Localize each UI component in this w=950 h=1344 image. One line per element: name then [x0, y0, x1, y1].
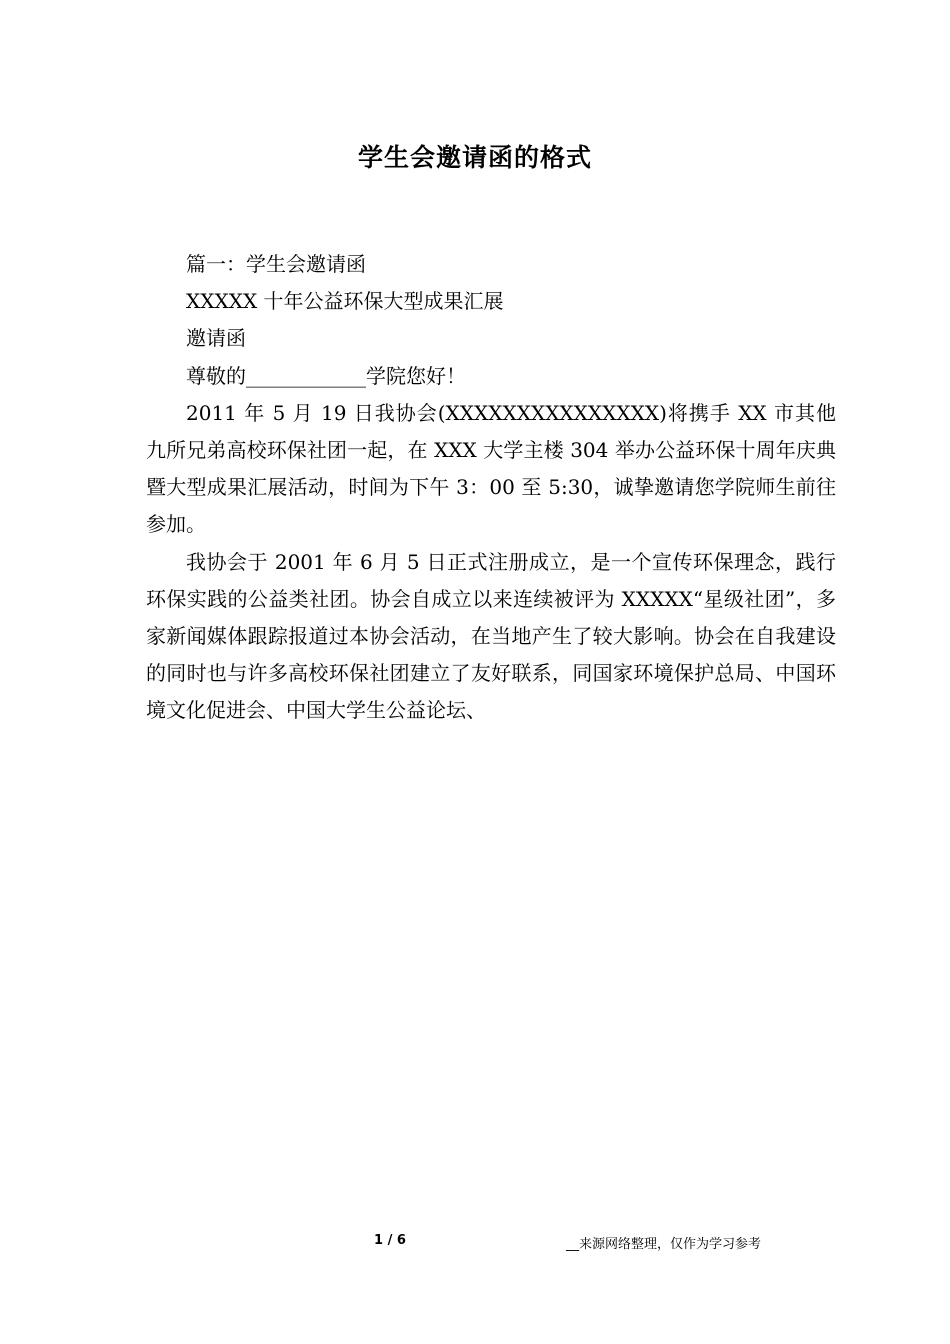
paragraph-event-details: 2011 年 5 月 19 日我协会(XXXXXXXXXXXXXXX)将携手 XX 市其他九所兄弟高校环保社团一起，在 XXX 大学主楼 304 举办公益环保十周年庆典暨大型成果汇展活动，时间为下午 3：00 至 5:30，诚挚邀请您学院师生前往参加。: [146, 400, 836, 537]
page-number: 1 / 6: [374, 1233, 406, 1248]
section-heading: 篇一：学生会邀请函: [186, 252, 366, 276]
event-title: XXXXX 十年公益环保大型成果汇展: [186, 289, 504, 314]
document-title: 学生会邀请函的格式: [357, 143, 592, 172]
paragraph-association-intro: 我协会于 2001 年 6 月 5 日正式注册成立，是一个宣传环保理念，践行环保实践的公益类社团。协会自成立以来连续被评为 XXXXX“星级社团”，多家新闻媒体跟踪报道过本协会活动，在当地产生了较大影响。协会在自我建设的同时也与许多高校环保社团建立了友好联系，同国家环境保护总局、中国环境文化促进会、中国大学生公益论坛、: [146, 549, 836, 723]
invitation-label: 邀请函: [186, 326, 246, 351]
footer-note: __来源网络整理，仅作为学习参考: [566, 1237, 762, 1252]
salutation: 尊敬的____________学院您好！: [186, 363, 466, 388]
document-body: [146, 246, 836, 730]
